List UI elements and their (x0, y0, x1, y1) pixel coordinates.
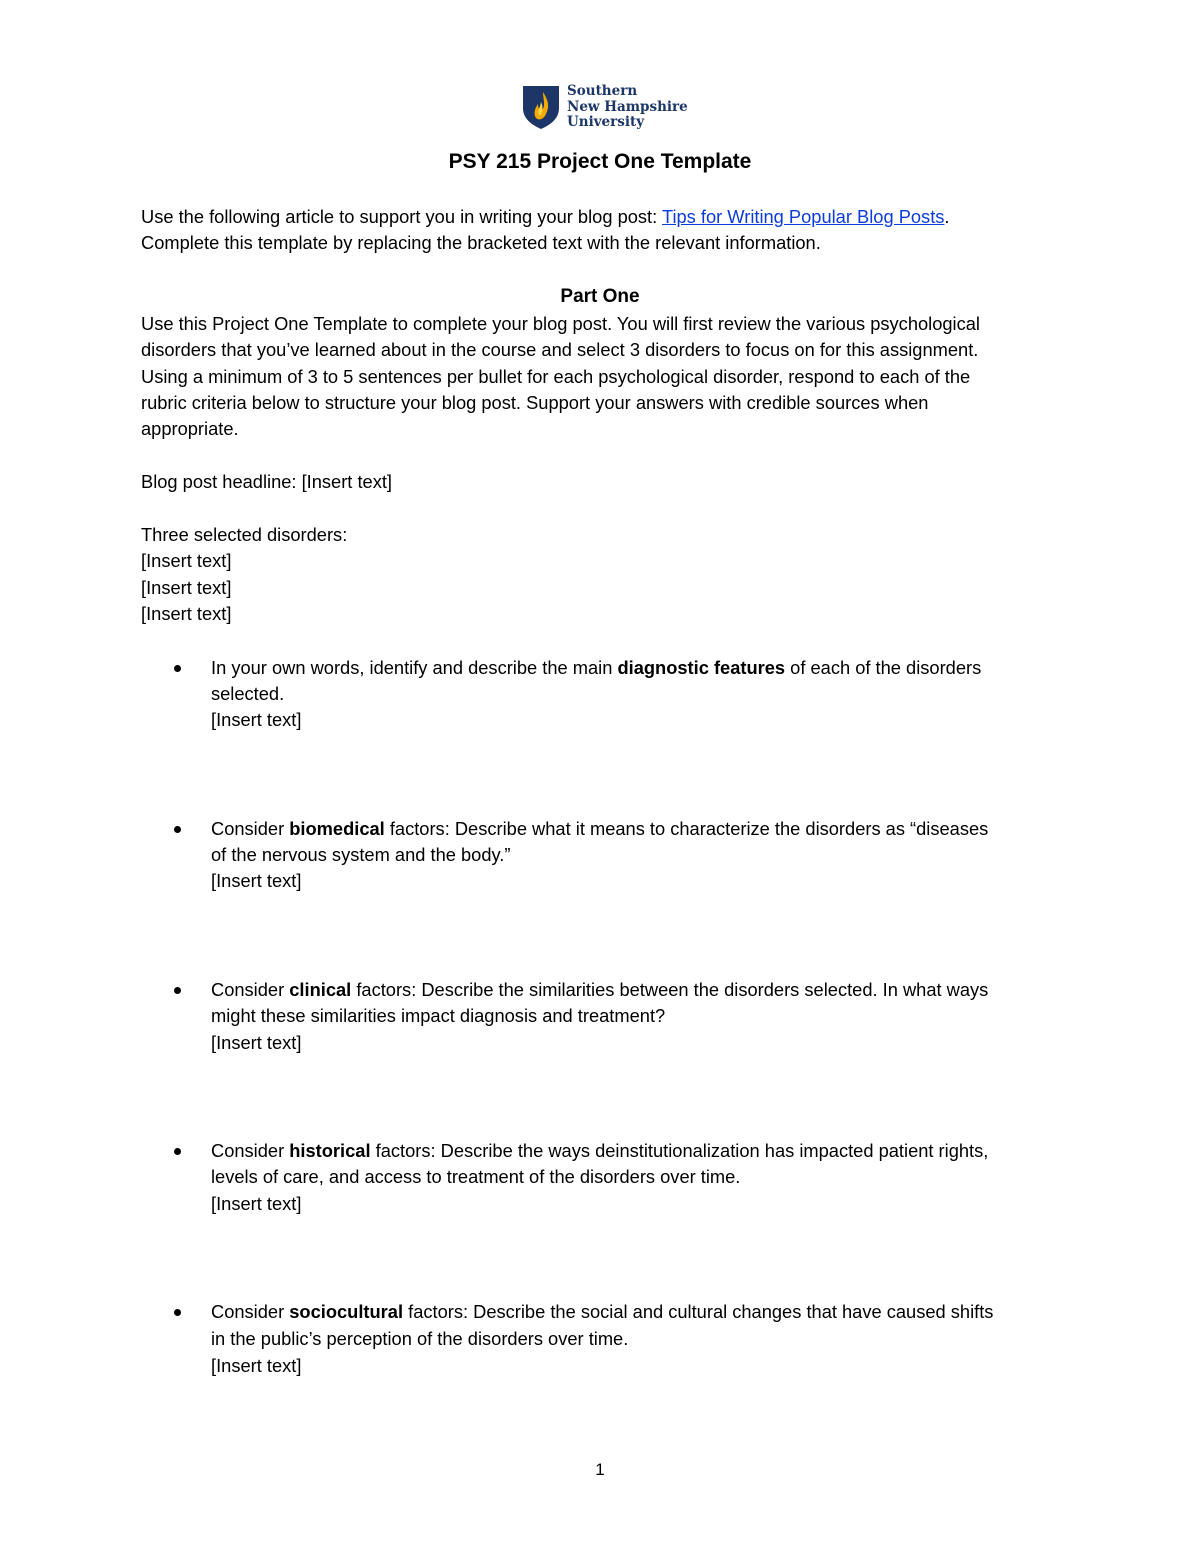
bullet-keyword: sociocultural (289, 1301, 404, 1322)
intro-line-1 (141, 204, 1071, 231)
bullet-text: factors: Describe the similarities between the disorders selected. In what ways (351, 979, 989, 1000)
paragraph-line: appropriate. (141, 418, 239, 439)
bullet-placeholder: [Insert text] (211, 1193, 302, 1214)
bullet-line-2: might these similarities impact diagnosis and treatment? (211, 1005, 666, 1026)
bullet-icon (174, 977, 184, 987)
bullet-text: Consider (211, 818, 290, 839)
bullet-line-2: in the public’s perception of the disorders over time. (211, 1328, 629, 1349)
bullet-line-2: of the nervous system and the body.” (211, 844, 511, 865)
bullet-placeholder: [Insert text] (211, 1355, 302, 1376)
blog-tips-link[interactable]: Tips for Writing Popular Blog Posts (661, 206, 945, 227)
bullet-placeholder: [Insert text] (211, 1032, 302, 1053)
shield-flame-icon (521, 84, 561, 130)
bullet-icon (174, 816, 184, 826)
intro-suffix: . (944, 206, 950, 227)
page-number: 1 (595, 1460, 605, 1479)
bullet-text: In your own words, identify and describe the main (211, 657, 618, 678)
bullet-text: of each of the disorders (785, 657, 982, 678)
bullet-icon (174, 655, 184, 665)
bullet-text: factors: Describe the social and cultural changes that have caused shifts (403, 1301, 994, 1322)
bullet-text: factors: Describe what it means to characterize the disorders as “diseases (384, 818, 989, 839)
paragraph-line: rubric criteria below to structure your blog post. Support your answers with credible sources when (141, 392, 929, 413)
bullet-line-1 (211, 1299, 1071, 1326)
bullet-line-1 (211, 655, 1071, 682)
bullet-text: Consider (211, 979, 290, 1000)
disorder-placeholder: [Insert text] (141, 603, 232, 624)
disorder-placeholder: [Insert text] (141, 577, 232, 598)
logo-line-1: Southern (567, 83, 638, 99)
intro-prefix: Use the following article to support you in writing your blog post: (141, 206, 662, 227)
bullet-placeholder: [Insert text] (211, 709, 302, 730)
bullet-icon (174, 1299, 184, 1309)
bullet-keyword: diagnostic features (617, 657, 786, 678)
bullet-keyword: clinical (289, 979, 352, 1000)
intro-line-2: Complete this template by replacing the bracketed text with the relevant information. (141, 232, 821, 253)
disorders-label: Three selected disorders: (141, 524, 348, 545)
bullet-icon (174, 1138, 184, 1148)
blog-headline-label: Blog post headline: [Insert text] (141, 471, 393, 492)
bullet-keyword: biomedical (289, 818, 385, 839)
bullet-keyword: historical (289, 1140, 371, 1161)
bullet-text: Consider (211, 1301, 290, 1322)
bullet-text: factors: Describe the ways deinstitutionalization has impacted patient rights, (370, 1140, 989, 1161)
bullet-line-1 (211, 977, 1071, 1004)
paragraph-line: Using a minimum of 3 to 5 sentences per bullet for each psychological disorder, respond to each of the (141, 366, 971, 387)
university-logo (521, 84, 691, 134)
bullet-line-2: levels of care, and access to treatment of the disorders over time. (211, 1166, 741, 1187)
paragraph-line: Use this Project One Template to complete your blog post. You will first review the various psychological (141, 313, 980, 334)
bullet-placeholder: [Insert text] (211, 870, 302, 891)
part-one-heading: Part One (560, 286, 640, 307)
paragraph-line: disorders that you’ve learned about in the course and select 3 disorders to focus on for this assignment. (141, 339, 979, 360)
logo-line-3: University (567, 114, 645, 130)
bullet-line-1 (211, 1138, 1071, 1165)
logo-wordmark (567, 84, 688, 131)
logo-line-2: New Hampshire (567, 98, 688, 115)
disorder-placeholder: [Insert text] (141, 550, 232, 571)
bullet-line-2: selected. (211, 683, 285, 704)
bullet-text: Consider (211, 1140, 290, 1161)
bullet-line-1 (211, 816, 1071, 843)
document-title: PSY 215 Project One Template (448, 150, 752, 173)
